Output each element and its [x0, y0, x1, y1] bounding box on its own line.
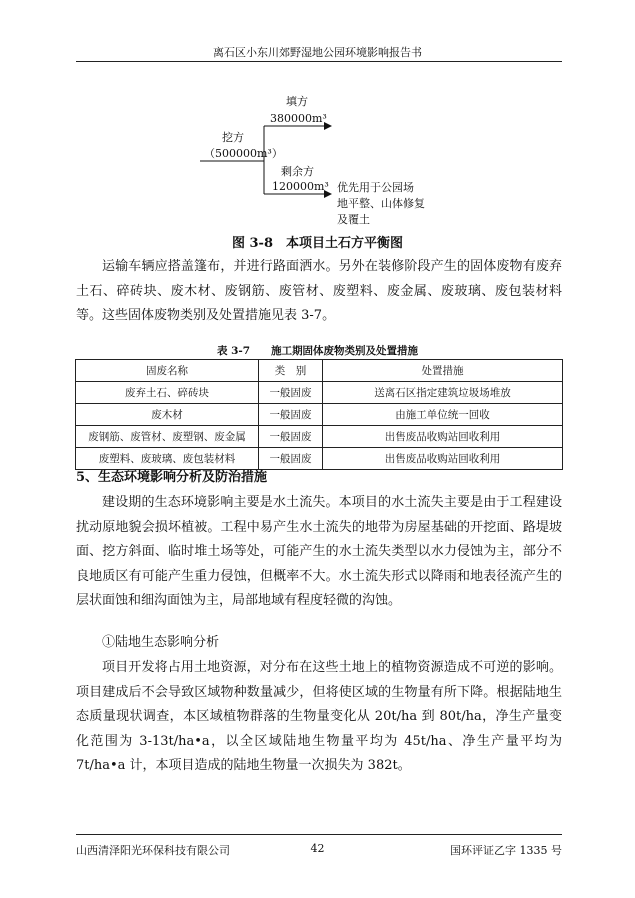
fig-surplus-label: 剩余方 [281, 165, 314, 178]
table-header-row [76, 360, 563, 382]
subheading-land-ecology: ①陆地生态影响分析 [102, 635, 220, 650]
paragraph-waste-intro: 运输车辆应搭盖篷布，并进行路面洒水。另外在装修阶段产生的固体废物有废弃土石、碎砖块、废木材、废钢筋、废管材、废塑料、废金属、废玻璃、废包装材料等。这些固体废物类别及处置措施见表 3-7。 [76, 259, 562, 323]
table-row [76, 426, 563, 448]
table-cell: 废弃土石、碎砖块 [76, 382, 259, 404]
table-cell: 出售废品收购站回收利用 [323, 448, 563, 470]
table-cell: 出售废品收购站回收利用 [323, 426, 563, 448]
table-cell: 一般固废 [259, 404, 323, 426]
paragraph-soil-erosion: 建设期的生态环境影响主要是水土流失。本项目的水土流失主要是由于工程建设扰动原地貌会损坏植被。工程中易产生水土流失的地带为房屋基础的开挖面、路堤坡面、挖方斜面、临时堆土场等处，可能产生的水土流失类型以水力侵蚀为主，部分不良地质区有可能产生重力侵蚀，但概率不大。水土流失形式以降雨和地表径流产生的层状面蚀和细沟面蚀为主，局部地域有程度轻微的沟蚀。 [76, 495, 562, 608]
table-header-cell: 类 别 [259, 360, 323, 382]
figure-caption: 图 3-8 本项目土石方平衡图 [231, 236, 403, 251]
table-cell: 废钢筋、废管材、废塑钢、废金属 [76, 426, 259, 448]
fig-source-value: （500000m³） [204, 147, 283, 160]
solid-waste-table [75, 359, 563, 470]
table-cell: 一般固废 [259, 426, 323, 448]
footer-company: 山西清泽阳光环保科技有限公司 [76, 844, 230, 857]
table-cell: 废木材 [76, 404, 259, 426]
table-header-cell: 固废名称 [76, 360, 259, 382]
table-row [76, 404, 563, 426]
table-cell: 一般固废 [259, 448, 323, 470]
table-cell: 废塑料、废玻璃、废包装材料 [76, 448, 259, 470]
earthwork-balance-diagram [0, 0, 635, 240]
fig-source-label: 挖方 [222, 131, 244, 144]
page-header-title: 离石区小东川郊野湿地公园环境影响报告书 [213, 46, 422, 59]
footer-rule [76, 834, 562, 835]
fig-surplus-value: 120000m³ [272, 180, 329, 193]
table-cell: 送离石区指定建筑垃圾场堆放 [323, 382, 563, 404]
fig-fill-value: 380000m³ [270, 112, 327, 125]
section-heading-ecology: 5、生态环境影响分析及防治措施 [76, 470, 268, 485]
fig-fill-label: 填方 [286, 95, 308, 108]
table-title: 表 3-7 施工期固体废物类别及处置措施 [216, 345, 419, 357]
table-header-cell: 处置措施 [323, 360, 563, 382]
table-cell: 由施工单位统一回收 [323, 404, 563, 426]
fig-reuse-line-2: 地平整、山体修复 [337, 197, 425, 210]
footer-certificate: 国环评证乙字 1335 号 [450, 844, 562, 857]
footer-page-number: 42 [310, 842, 325, 855]
table-row [76, 382, 563, 404]
table-cell: 一般固废 [259, 382, 323, 404]
fig-reuse-line-3: 及覆土 [337, 213, 370, 226]
paragraph-land-biomass: 项目开发将占用土地资源，对分布在这些土地上的植物资源造成不可逆的影响。项目建成后不会导致区域物种数量减少，但将使区域的生物量有所下降。根据陆地生态质量现状调查，本区域植物群落的生物量变化从 20t/ha 到 80t/ha，净生产量变化范围为 3-13t/ha•a，以全区域陆地生物量平均为 45t/ha、净生产量平均为 7t/ha•a 计，本项目造成的陆地生物量一次损失为 382t。 [76, 660, 562, 773]
fig-reuse-line-1: 优先用于公园场 [337, 181, 414, 194]
